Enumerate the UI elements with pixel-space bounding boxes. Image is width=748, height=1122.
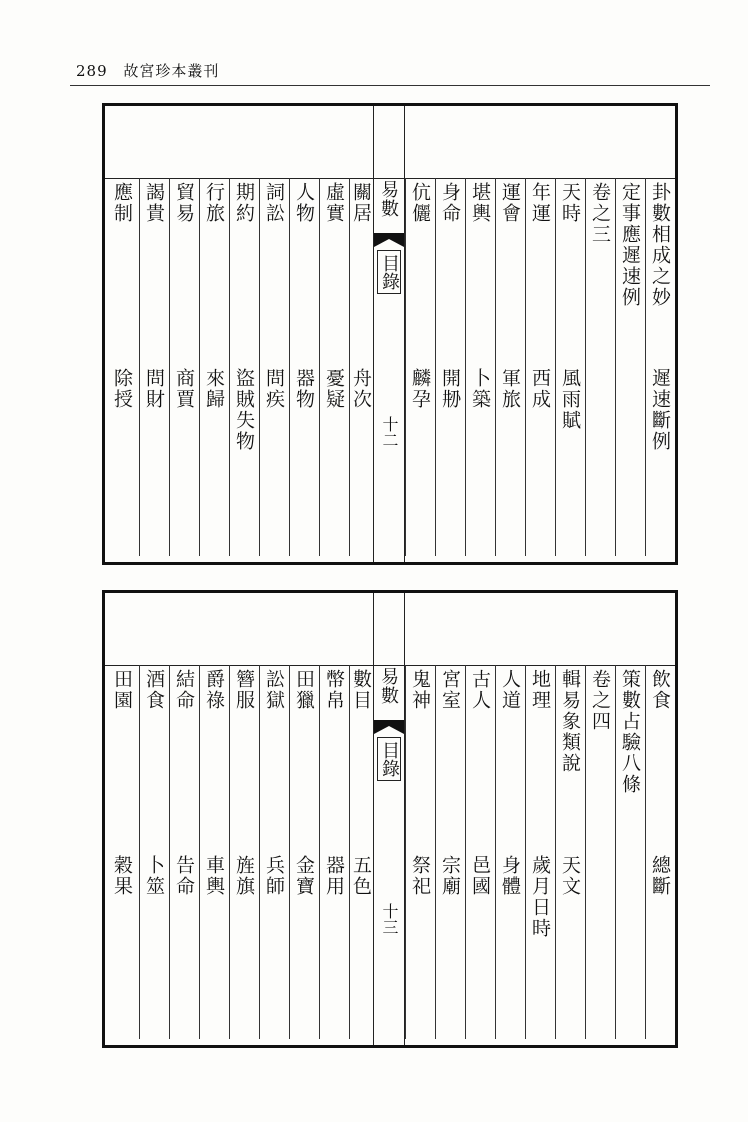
right-column-entry: 年運 (529, 182, 551, 224)
right-column-subentry: 祭祀 (409, 855, 431, 897)
left-column-subentry: 車輿 (203, 855, 225, 897)
right-column-subentry: 風雨賦 (559, 368, 581, 431)
right-column-entry: 策數占驗八條 (619, 669, 641, 795)
right-column-entry: 人道 (499, 669, 521, 711)
right-column-entry: 飲食 (649, 669, 671, 711)
center-spine (373, 593, 405, 1045)
left-column-subentry: 舟次 (350, 368, 372, 410)
left-column-subentry: 卜筮 (143, 855, 165, 897)
spine-title: 易數 (378, 667, 399, 705)
column-rule (465, 665, 466, 1039)
left-column-subentry: 兵師 (263, 855, 285, 897)
left-column-entry: 田園 (111, 669, 133, 711)
right-column-subentry: 遲速斷例 (649, 368, 671, 452)
column-rule (229, 665, 230, 1039)
column-rule (289, 178, 290, 556)
left-column-entry: 幣帛 (323, 669, 345, 711)
left-column-entry: 應制 (111, 182, 133, 224)
column-rule (435, 178, 436, 556)
column-rule (525, 665, 526, 1039)
right-column-entry: 卷之三 (589, 182, 611, 245)
left-column-subentry: 除授 (111, 368, 133, 410)
column-rule (319, 178, 320, 556)
right-column-entry: 地理 (529, 669, 551, 711)
spine-page-number: 十三 (380, 903, 399, 935)
right-column-entry: 運會 (499, 182, 521, 224)
left-column-entry: 田獵 (293, 669, 315, 711)
center-spine (373, 106, 405, 562)
left-column-subentry: 憂疑 (323, 368, 345, 410)
column-rule (585, 178, 586, 556)
bottom-leaf (102, 590, 678, 1048)
header-rule (70, 85, 710, 86)
column-rule (199, 178, 200, 556)
column-rule (585, 665, 586, 1039)
right-column-subentry: 天文 (559, 855, 581, 897)
right-column-entry: 卦數相成之妙 (649, 182, 671, 308)
right-column-subentry: 軍旅 (499, 368, 521, 410)
left-column-subentry: 問財 (143, 368, 165, 410)
column-rule (169, 665, 170, 1039)
page-number: 289 (76, 62, 108, 80)
spine-mulu: 目錄 (377, 737, 401, 781)
column-rule (615, 178, 616, 556)
right-column-entry: 古人 (469, 669, 491, 711)
left-column-entry: 謁貴 (143, 182, 165, 224)
left-column-entry: 數目 (350, 669, 372, 711)
right-column-entry: 卷之四 (589, 669, 611, 732)
column-rule (645, 178, 646, 556)
right-column-subentry: 麟孕 (409, 368, 431, 410)
right-column-subentry: 邑國 (469, 855, 491, 897)
right-column-subentry: 總斷 (649, 855, 671, 897)
left-column-subentry: 器物 (293, 368, 315, 410)
left-column-entry: 訟獄 (263, 669, 285, 711)
left-column-subentry: 商賈 (173, 368, 195, 410)
column-rule (495, 178, 496, 556)
left-column-subentry: 來歸 (203, 368, 225, 410)
right-column-subentry: 卜築 (469, 368, 491, 410)
top-leaf (102, 103, 678, 565)
column-rule (139, 665, 140, 1039)
right-column-entry: 宮室 (439, 669, 461, 711)
running-header (76, 60, 229, 81)
column-rule (405, 178, 406, 556)
spine-title: 易數 (378, 180, 399, 218)
fishtail-mark (374, 719, 404, 733)
column-rule (199, 665, 200, 1039)
left-column-entry: 結命 (173, 669, 195, 711)
left-column-subentry: 穀果 (111, 855, 133, 897)
left-column-subentry: 器用 (323, 855, 345, 897)
column-rule (229, 178, 230, 556)
left-column-subentry: 問疾 (263, 368, 285, 410)
right-column-subentry: 西成 (529, 368, 551, 410)
right-column-entry: 堪輿 (469, 182, 491, 224)
column-rule (139, 178, 140, 556)
left-column-entry: 人物 (293, 182, 315, 224)
column-rule (259, 178, 260, 556)
column-rule (495, 665, 496, 1039)
right-column-entry: 鬼神 (409, 669, 431, 711)
spine-page-number: 十二 (380, 416, 399, 448)
right-column-entry: 伉儷 (409, 182, 431, 224)
column-rule (319, 665, 320, 1039)
left-column-entry: 虛實 (323, 182, 345, 224)
left-column-subentry: 旌旗 (233, 855, 255, 897)
left-column-entry: 貿易 (173, 182, 195, 224)
right-column-entry: 定事應遲速例 (619, 182, 641, 308)
right-column-subentry: 身體 (499, 855, 521, 897)
left-column-subentry: 金寶 (293, 855, 315, 897)
right-column-entry: 天時 (559, 182, 581, 224)
right-column-subentry: 歲月日時 (529, 855, 551, 939)
column-rule (435, 665, 436, 1039)
left-column-entry: 期約 (233, 182, 255, 224)
spine-mulu: 目錄 (377, 250, 401, 294)
column-rule (615, 665, 616, 1039)
left-column-entry: 行旅 (203, 182, 225, 224)
column-rule (349, 665, 350, 1039)
column-rule (465, 178, 466, 556)
fishtail-mark (374, 232, 404, 246)
left-column-entry: 簪服 (233, 669, 255, 711)
left-column-entry: 爵祿 (203, 669, 225, 711)
right-column-subentry: 開刱 (439, 368, 461, 410)
left-column-entry: 關居 (350, 182, 372, 224)
column-rule (645, 665, 646, 1039)
left-column-entry: 酒食 (143, 669, 165, 711)
series-title: 故宮珍本叢刊 (123, 62, 220, 80)
right-column-entry: 身命 (439, 182, 461, 224)
column-rule (555, 665, 556, 1039)
column-rule (169, 178, 170, 556)
left-column-subentry: 盜賊失物 (233, 368, 255, 452)
right-column-subentry: 宗廟 (439, 855, 461, 897)
column-rule (289, 665, 290, 1039)
left-column-entry: 詞訟 (263, 182, 285, 224)
left-column-subentry: 告命 (173, 855, 195, 897)
column-rule (259, 665, 260, 1039)
left-column-subentry: 五色 (350, 855, 372, 897)
right-column-entry: 輯易象類說 (559, 669, 581, 774)
column-rule (525, 178, 526, 556)
column-rule (349, 178, 350, 556)
column-rule (405, 665, 406, 1039)
column-rule (555, 178, 556, 556)
